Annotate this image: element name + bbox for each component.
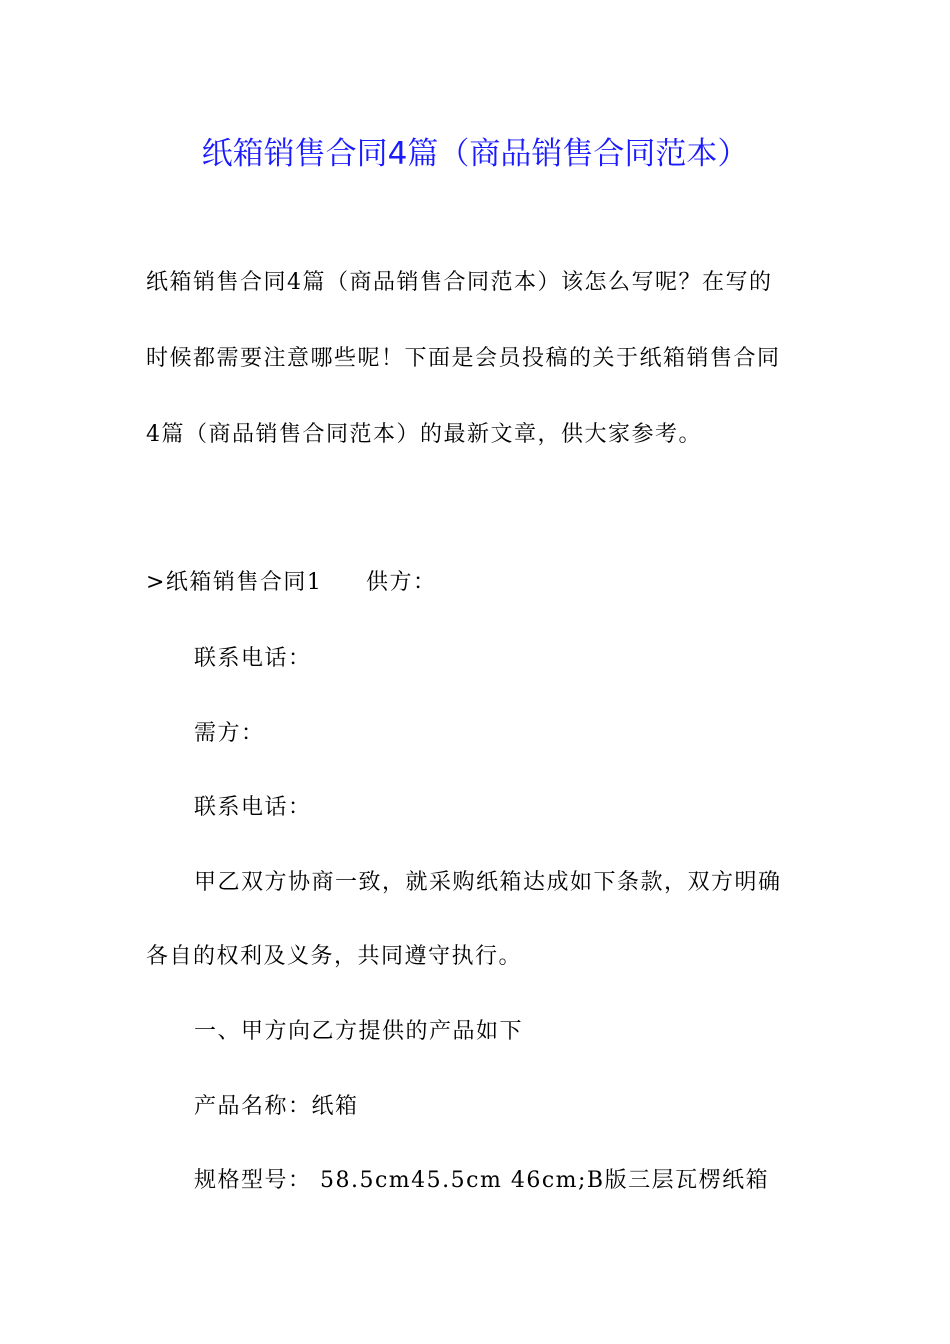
supplier-label: 供方：: [366, 570, 437, 595]
intro-line-2: 时候都需要注意哪些呢！下面是会员投稿的关于纸箱销售合同: [146, 346, 781, 371]
buyer-phone-label: 联系电话：: [194, 795, 312, 820]
agreement-line-2: 各自的权利及义务，共同遵守执行。: [146, 944, 523, 969]
supplier-phone-label: 联系电话：: [194, 646, 312, 671]
agreement-line-1: 甲乙双方协商一致，就采购纸箱达成如下条款，双方明确: [194, 870, 782, 895]
document-title: 纸箱销售合同4篇（商品销售合同范本）: [201, 136, 749, 172]
clause-one-heading: 一、甲方向乙方提供的产品如下: [194, 1019, 524, 1044]
product-spec: 规格型号： 58.5cm45.5cm 46cm;B版三层瓦楞纸箱: [194, 1168, 770, 1193]
section-heading: >纸箱销售合同1: [146, 570, 323, 595]
buyer-label: 需方：: [194, 721, 265, 746]
product-name: 产品名称：纸箱: [194, 1094, 359, 1119]
intro-line-1: 纸箱销售合同4篇（商品销售合同范本）该怎么写呢？在写的: [146, 270, 773, 295]
intro-line-3: 4篇（商品销售合同范本）的最新文章，供大家参考。: [146, 422, 702, 447]
